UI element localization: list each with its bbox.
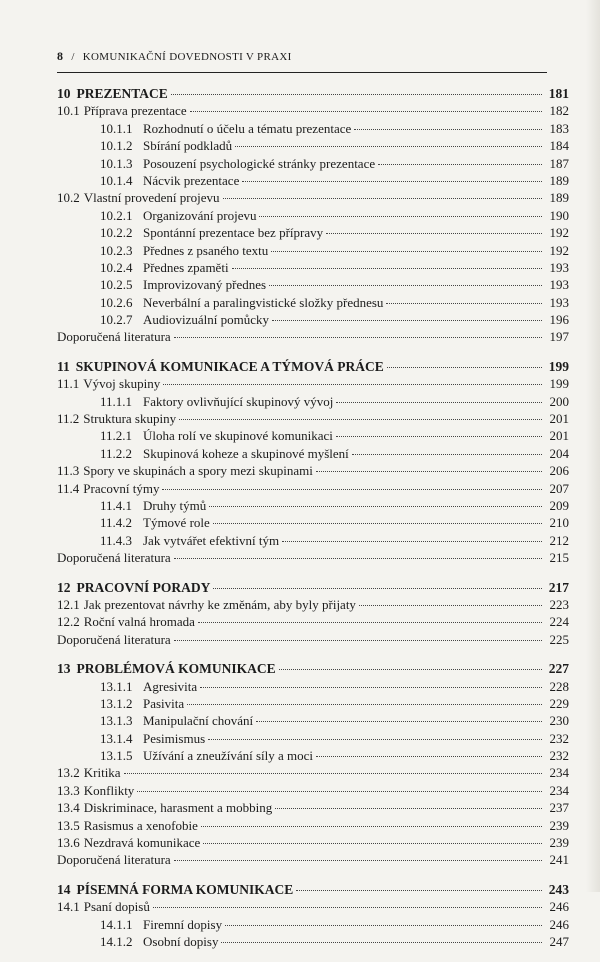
toc-entry <box>57 817 569 834</box>
dot-leader <box>187 703 542 705</box>
toc-entry <box>57 532 569 549</box>
toc-entry-title: Pracovní týmy <box>83 480 160 496</box>
toc-entry-number: 13 <box>57 661 71 677</box>
toc-entry <box>57 613 569 630</box>
dot-leader <box>203 842 542 844</box>
toc-entry-page: 189 <box>549 172 569 188</box>
toc-chapter-heading <box>57 660 569 677</box>
toc-entry <box>57 102 569 119</box>
toc-entry-title: Spory ve skupinách a spory mezi skupinami <box>83 463 313 479</box>
toc-entry-number: 13.6 <box>57 835 80 851</box>
header-page-number: 8 <box>57 49 64 63</box>
toc-entry <box>57 120 569 137</box>
toc-entry-title: Faktory ovlivňující skupinový vývoj <box>143 393 334 409</box>
toc-entry-title: Pasivita <box>143 695 185 711</box>
toc-entry-title: Užívání a zneužívání síly a moci <box>143 748 314 764</box>
toc-entry-number: 10.1 <box>57 103 80 119</box>
toc-entry-page: 224 <box>549 614 569 630</box>
dot-leader <box>198 621 542 623</box>
dot-leader <box>336 401 542 403</box>
toc-entry-title: Přednes zpaměti <box>143 259 229 275</box>
toc-entry-page: 200 <box>549 393 569 409</box>
toc-entry-page: 230 <box>549 713 569 729</box>
toc-entry-page: 246 <box>549 899 569 915</box>
dot-leader <box>271 250 542 252</box>
toc-entry <box>57 631 569 648</box>
toc-entry-page: 189 <box>549 190 569 206</box>
toc-entry-number: 10.2.5 <box>100 277 133 293</box>
toc-entry <box>57 137 569 154</box>
toc-entry-page: 210 <box>549 515 569 531</box>
toc-entry-page: 247 <box>549 933 569 949</box>
toc-entry-page: 192 <box>549 242 569 258</box>
toc-entry-number: 11.2.2 <box>100 445 133 461</box>
dot-leader <box>209 505 542 507</box>
running-header <box>57 49 545 64</box>
dot-leader <box>354 128 542 130</box>
toc-entry-page: 196 <box>549 312 569 328</box>
toc-entry <box>57 207 569 224</box>
dot-leader <box>259 215 542 217</box>
toc-entry-number: 12.2 <box>57 614 80 630</box>
toc-entry-number: 10.2.4 <box>100 259 133 275</box>
toc-entry <box>57 730 569 747</box>
toc-entry-title: Druhy týmů <box>143 497 207 513</box>
toc-entry-page: 199 <box>548 358 569 374</box>
dot-leader <box>153 906 542 908</box>
toc-entry-page: 184 <box>549 138 569 154</box>
dot-leader <box>221 941 542 943</box>
toc-entry-number: 11.4.2 <box>100 515 133 531</box>
toc-entry-title: Doporučená literatura <box>57 631 171 647</box>
toc-entry <box>57 497 569 514</box>
toc-entry <box>57 514 569 531</box>
dot-leader <box>208 738 542 740</box>
toc-entry-number: 10.2.6 <box>100 294 133 310</box>
dot-leader <box>124 772 542 774</box>
toc-entry-number: 10 <box>57 86 71 101</box>
toc-entry <box>57 916 569 933</box>
toc-entry-page: 201 <box>549 428 569 444</box>
toc-entry-title: Psaní dopisů <box>83 899 150 915</box>
toc-entry-page: 234 <box>549 765 569 781</box>
toc-entry-title: Osobní dopisy <box>143 933 219 949</box>
toc-entry-number: 11 <box>57 358 70 374</box>
toc-chapter <box>57 881 569 951</box>
toc-entry-number: 11.2.1 <box>100 428 133 444</box>
dot-leader <box>174 557 542 559</box>
toc-entry-number: 11.2 <box>57 411 80 427</box>
toc-entry-page: 182 <box>549 103 569 119</box>
toc-entry-title: PRACOVNÍ PORADY <box>76 579 211 595</box>
dot-leader <box>235 145 542 147</box>
toc-entry <box>57 480 569 497</box>
toc-entry-title: Spontánní prezentace bez přípravy <box>143 225 324 241</box>
toc-entry <box>57 799 569 816</box>
toc-entry <box>57 445 569 462</box>
toc-entry-page: 190 <box>549 207 569 223</box>
dot-leader <box>272 319 542 321</box>
toc-entry <box>57 172 569 189</box>
toc-entry-title: Skupinová koheze a skupinové myšlení <box>143 445 349 461</box>
toc-entry-title: Doporučená literatura <box>57 852 171 868</box>
toc-entry-number: 12 <box>57 579 71 595</box>
dot-leader <box>316 755 542 757</box>
toc-entry-title: Struktura skupiny <box>83 411 177 427</box>
toc-entry <box>57 596 569 613</box>
toc-entry-number: 10.1.3 <box>100 155 133 171</box>
toc-entry-number: 13.1.3 <box>100 713 133 729</box>
dot-leader <box>162 488 542 490</box>
toc-entry-page: 246 <box>549 916 569 932</box>
toc-entry-title: Týmové role <box>143 515 210 531</box>
toc-entry-title: Vývoj skupiny <box>83 376 161 392</box>
toc-entry <box>57 834 569 851</box>
dot-leader <box>279 668 542 670</box>
toc-entry-number: 11.4.3 <box>100 532 133 548</box>
toc-entry-number: 10.2.7 <box>100 312 133 328</box>
toc-entry-page: 243 <box>548 881 569 897</box>
toc-entry-title: Jak vytvářet efektivní tým <box>143 532 280 548</box>
toc-chapter-heading <box>57 881 569 898</box>
toc-entry-number: 10.1.1 <box>100 120 133 136</box>
dot-leader <box>336 435 542 437</box>
toc-entry-number: 14.1.1 <box>100 916 133 932</box>
toc-entry-number: 13.1.5 <box>100 748 133 764</box>
dot-leader <box>137 790 542 792</box>
toc-entry-page: 193 <box>549 294 569 310</box>
toc-entry <box>57 155 569 172</box>
toc-entry-page: 227 <box>548 661 569 677</box>
toc-entry-number: 10.2 <box>57 190 80 206</box>
dot-leader <box>223 197 543 199</box>
toc-entry <box>57 328 569 345</box>
dot-leader <box>296 889 542 891</box>
toc-entry <box>57 678 569 695</box>
dot-leader <box>256 720 542 722</box>
dot-leader <box>200 686 542 688</box>
toc-entry-title: Agresivita <box>143 678 198 694</box>
toc-chapter <box>57 85 569 346</box>
dot-leader <box>359 604 542 606</box>
toc-entry-page: 237 <box>549 800 569 816</box>
toc-entry-page: 181 <box>548 86 569 101</box>
toc-entry-title: Organizování projevu <box>143 207 257 223</box>
toc-entry-title: PÍSEMNÁ FORMA KOMUNIKACE <box>76 881 294 897</box>
toc-entry-number: 13.3 <box>57 782 80 798</box>
toc-entry-page: 183 <box>549 120 569 136</box>
table-of-contents <box>57 85 569 962</box>
toc-entry <box>57 224 569 241</box>
dot-leader <box>213 522 542 524</box>
dot-leader <box>387 366 542 368</box>
toc-entry-page: 204 <box>549 445 569 461</box>
toc-entry-title: Přednes z psaného textu <box>143 242 269 258</box>
toc-entry-number: 10.1.4 <box>100 172 133 188</box>
dot-leader <box>378 163 542 165</box>
toc-entry-page: 215 <box>549 550 569 566</box>
toc-entry-number: 13.5 <box>57 817 80 833</box>
dot-leader <box>242 180 542 182</box>
dot-leader <box>171 93 542 95</box>
toc-entry <box>57 764 569 781</box>
toc-entry-page: 217 <box>548 579 569 595</box>
toc-entry-title: Posouzení psychologické stránky prezentace <box>143 155 376 171</box>
toc-entry-page: 239 <box>549 835 569 851</box>
toc-chapter-heading <box>57 85 569 102</box>
toc-entry-number: 10.2.3 <box>100 242 133 258</box>
toc-entry-number: 13.2 <box>57 765 80 781</box>
toc-entry-title: Firemní dopisy <box>143 916 223 932</box>
toc-entry-title: Improvizovaný přednes <box>143 277 267 293</box>
dot-leader <box>275 807 542 809</box>
toc-entry-title: Konflikty <box>83 782 135 798</box>
toc-entry-title: Doporučená literatura <box>57 329 171 345</box>
toc-entry <box>57 375 569 392</box>
toc-entry-number: 13.4 <box>57 800 80 816</box>
toc-entry <box>57 782 569 799</box>
toc-entry-title: Vlastní provedení projevu <box>83 190 220 206</box>
toc-entry-number: 14.1 <box>57 899 80 915</box>
toc-entry-title: Nácvik prezentace <box>143 172 240 188</box>
toc-entry-page: 212 <box>549 532 569 548</box>
toc-entry-page: 207 <box>549 480 569 496</box>
toc-entry-number: 10.2.1 <box>100 207 133 223</box>
page-edge-shadow <box>586 0 600 892</box>
toc-entry <box>57 242 569 259</box>
toc-entry <box>57 549 569 566</box>
toc-entry-page: 193 <box>549 259 569 275</box>
toc-entry-title: Neverbální a paralingvistické složky přednesu <box>143 294 384 310</box>
toc-entry-title: Diskriminace, harasment a mobbing <box>83 800 273 816</box>
toc-entry-page: 232 <box>549 748 569 764</box>
toc-entry-number: 11.4.1 <box>100 497 133 513</box>
dot-leader <box>179 418 542 420</box>
dot-leader <box>174 859 542 861</box>
dot-leader <box>174 639 542 641</box>
toc-entry <box>57 898 569 915</box>
dot-leader <box>190 110 542 112</box>
dot-leader <box>174 336 542 338</box>
toc-entry-title: Manipulační chování <box>143 713 254 729</box>
toc-entry-number: 11.1 <box>57 376 80 392</box>
toc-entry-page: 241 <box>549 852 569 868</box>
toc-entry <box>57 851 569 868</box>
header-running-title: KOMUNIKAČNÍ DOVEDNOSTI V PRAXI <box>82 51 292 63</box>
toc-entry-page: 229 <box>549 695 569 711</box>
dot-leader <box>225 924 542 926</box>
toc-entry-title: Kritika <box>83 765 121 781</box>
toc-chapter-heading <box>57 358 569 375</box>
toc-chapter-heading <box>57 579 569 596</box>
toc-entry-title: Rasismus a xenofobie <box>83 817 198 833</box>
toc-entry-number: 12.1 <box>57 596 80 612</box>
toc-entry-title: Jak prezentovat návrhy ke změnám, aby byly přijaty <box>83 596 356 612</box>
toc-chapter <box>57 358 569 567</box>
toc-entry-title: PROBLÉMOVÁ KOMUNIKACE <box>76 661 276 677</box>
dot-leader <box>213 587 542 589</box>
toc-entry-page: 223 <box>549 596 569 612</box>
dot-leader <box>201 825 542 827</box>
toc-entry-number: 10.1.2 <box>100 138 133 154</box>
toc-entry <box>57 410 569 427</box>
toc-entry-page: 197 <box>549 329 569 345</box>
dot-leader <box>352 453 542 455</box>
toc-entry <box>57 276 569 293</box>
dot-leader <box>386 302 542 304</box>
toc-entry-title: PREZENTACE <box>76 86 168 101</box>
toc-entry-number: 11.4 <box>57 480 80 496</box>
header-separator: / <box>71 51 75 63</box>
toc-entry-title: Úloha rolí ve skupinové komunikaci <box>143 428 333 444</box>
toc-entry <box>57 259 569 276</box>
header-rule <box>57 72 547 73</box>
toc-chapter <box>57 660 569 869</box>
toc-entry-number: 14.1.2 <box>100 933 133 949</box>
dot-leader <box>316 470 542 472</box>
toc-entry <box>57 393 569 410</box>
toc-entry-page: 234 <box>549 782 569 798</box>
toc-entry-page: 206 <box>549 463 569 479</box>
toc-entry-title: Nezdravá komunikace <box>83 835 201 851</box>
toc-entry-page: 232 <box>549 730 569 746</box>
toc-entry-number: 10.2.2 <box>100 225 133 241</box>
toc-entry-page: 193 <box>549 277 569 293</box>
toc-entry-page: 228 <box>549 678 569 694</box>
toc-entry <box>57 747 569 764</box>
dot-leader <box>269 284 542 286</box>
toc-entry-title: Sbírání podkladů <box>143 138 233 154</box>
toc-entry-number: 13.1.4 <box>100 730 133 746</box>
toc-entry-title: Doporučená literatura <box>57 550 171 566</box>
toc-entry-title: Rozhodnutí o účelu a tématu prezentace <box>143 120 352 136</box>
toc-entry <box>57 462 569 479</box>
toc-entry-number: 14 <box>57 881 71 897</box>
toc-chapter <box>57 579 569 649</box>
toc-entry-page: 187 <box>549 155 569 171</box>
toc-entry <box>57 933 569 950</box>
dot-leader <box>326 232 542 234</box>
toc-entry <box>57 311 569 328</box>
toc-entry-number: 13.1.2 <box>100 695 133 711</box>
toc-entry <box>57 712 569 729</box>
toc-entry-title: Audiovizuální pomůcky <box>143 312 270 328</box>
toc-entry-title: SKUPINOVÁ KOMUNIKACE A TÝMOVÁ PRÁCE <box>75 358 384 374</box>
toc-entry-page: 239 <box>549 817 569 833</box>
toc-entry-page: 201 <box>549 411 569 427</box>
toc-entry-page: 199 <box>549 376 569 392</box>
toc-entry-title: Příprava prezentace <box>83 103 187 119</box>
dot-leader <box>163 383 542 385</box>
toc-entry-number: 11.1.1 <box>100 393 133 409</box>
toc-entry <box>57 189 569 206</box>
toc-entry <box>57 294 569 311</box>
toc-entry-title: Pesimismus <box>143 730 206 746</box>
toc-entry <box>57 695 569 712</box>
toc-entry-page: 225 <box>549 631 569 647</box>
toc-entry-number: 11.3 <box>57 463 80 479</box>
toc-entry-page: 209 <box>549 497 569 513</box>
dot-leader <box>232 267 542 269</box>
toc-entry-page: 192 <box>549 225 569 241</box>
toc-entry <box>57 427 569 444</box>
toc-entry-title: Roční valná hromada <box>83 614 195 630</box>
dot-leader <box>282 540 542 542</box>
toc-entry-number: 13.1.1 <box>100 678 133 694</box>
